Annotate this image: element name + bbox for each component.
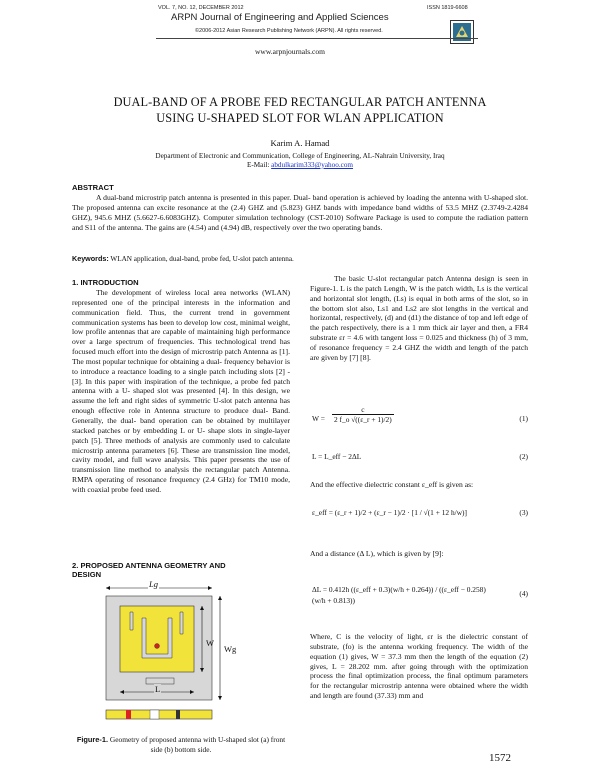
equation-3 (310, 500, 528, 536)
results-paragraph: Where, C is the velocity of light, εr is the dielectric constant of substrate, (fo) is the antenna working frequency. The width of the equation (1) gives, W = 37.3 mm then the length of the equation (2) gives, L = 28.202 mm. after going through with the optimization process the final optimization process, the final optimum parameters for the rectangular microstrip antenna were obtained where the width and length are found (37.33) mm and (310, 632, 528, 701)
author-name: Karim A. Hamad (270, 138, 330, 148)
paper-title-line-1: DUAL-BAND OF A PROBE FED RECTANGULAR PATCH ANTENNA (113, 95, 487, 109)
label-w: W (206, 638, 215, 648)
intro-heading: 1. INTRODUCTION (72, 278, 139, 287)
email-label: E-Mail: (246, 161, 270, 169)
intro-text: The development of wireless local area networks (WLAN) represented one of the principal interests in the information and communication field. Thus, the current trend in government communication systems has been to develop low cost, minimal weight, low profile antennas that are capable of maintaining high performance over a large spectrum of frequencies. This technological trend has focused much effort into the design of microstrip patch Antenna as [1]. The most popular technique for obtaining a dual- frequency behavior is to introduce a reactance loading to a single patch including slots [2] - [3]. In this paper with inspiration of the technique, a probe fed patch antenna with a U- shaped slot was presented [4]. In this design, we assume the left and right sides of symmetric U-slot patch antenna has enough effective role in Antenna structure to produce dual- Band. Generally, the dual- band operation can be obtained by multilayer stacked patches or by embedding L or U- shape slots in single-layer patch [5]. Three methods of analysis are commonly used to calculate microstrip antenna parameters [6]. These are transmission line model, cavity model, and full wave analysis. This paper presents the use of transmission line method to analysis the rectangular patch Antenna. RMPA operating of resonance frequency (2.4 GHz) for TM10 mode, with coaxial probe feed used. (72, 288, 290, 494)
design-paragraph: The basic U-slot rectangular patch Antenna design is seen in Figure-1. L is the patch Length, W is the patch width, Ls is the vertical and horizontal slot length, (Ls) is equal in both arms of the slot, so in the bottom slot also, Ls1 and Ls2 are slot lengths in the vertical and horizontal, respectively, (d) and (d1) the distance of top and left edge of the patch respectively, there is a 1 mm thick air layer and then, a FR4 substrate εr = 4.6 with tangent loss = 0.025 and thickness (h) of 3 mm, of resonance frequency = 2.4 GHZ the width and length of the patch are given by [7] [8]. (310, 274, 528, 362)
delta-l-text: And a distance (Δ L), which is given by [9]: (310, 549, 444, 558)
eq3-number: (3) (519, 508, 528, 517)
paper-title-line-2: USING U-SHAPED SLOT FOR WLAN APPLICATION (156, 111, 444, 125)
header-rule (156, 38, 478, 39)
eq1-lhs: W = (312, 414, 325, 423)
eq2-number: (2) (519, 452, 528, 461)
keywords-line (72, 254, 528, 263)
label-l: L (155, 684, 161, 694)
issn: ISSN 1819-6608 (427, 5, 468, 11)
section-2-heading-line-2: DESIGN (72, 570, 102, 579)
figure-1 (90, 579, 275, 732)
section-2-heading-line-1: 2. PROPOSED ANTENNA GEOMETRY AND (72, 561, 226, 570)
copyright-line: ©2006-2012 Asian Research Publishing Network (ARPN). All rights reserved. (195, 28, 383, 34)
eq1-numerator: c (332, 405, 394, 415)
journal-name: ARPN Journal of Engineering and Applied Sciences (171, 12, 389, 23)
affiliation: Department of Electronic and Communication, College of Engineering, AL-Nahrain University, Iraq (155, 152, 445, 160)
label-lg: Lg (149, 579, 158, 589)
equation-4 (310, 570, 528, 622)
email-line (0, 161, 600, 169)
abstract-heading: ABSTRACT (72, 183, 114, 192)
effective-constant-text: And the effective dielectric constant ε_eff is given as: (310, 480, 474, 489)
figure-caption-label: Figure-1. (76, 735, 109, 744)
keywords-text: WLAN application, dual-band, probe fed, U-slot patch antenna. (110, 255, 294, 263)
eq1-denominator: 2 f_o √((ε_r + 1)/2) (334, 415, 392, 424)
label-wg: Wg (224, 644, 237, 654)
page-number: 1572 (489, 752, 511, 764)
eq2-expression: L = L_eff − 2ΔL (312, 452, 362, 461)
figure-caption-text: Geometry of proposed antenna with U-shaped slot (a) front side (b) bottom side. (109, 735, 286, 754)
eq1-number: (1) (519, 414, 528, 423)
journal-url: www.arpnjournals.com (255, 47, 325, 56)
email-link[interactable]: abdulkarim333@yahoo.com (271, 161, 354, 169)
eq3-expression: ε_eff = (ε_r + 1)/2 + (ε_r − 1)/2 · [1 / √(1 + 12 h/w)] (312, 508, 467, 517)
eq4-number: (4) (519, 589, 528, 598)
equation-2 (310, 452, 528, 464)
keywords-label: Keywords: (72, 254, 109, 263)
arpn-logo (450, 20, 474, 44)
eq4-expression: ΔL = 0.412h ((ε_eff + 0.3)(w/h + 0.264)) / ((ε_eff − 0.258)(w/h + 0.813)) (312, 585, 486, 605)
abstract-text: A dual-band microstrip patch antenna is presented in this paper. Dual- band operation is achieved by loading the antenna with U-shaped slot. The proposed antenna can excite resonance at the (2.4) GHZ and (5.823) GHZ bands with impedance band widths of 53.5 MHZ (2.3749-2.4284 GHZ), 945.6 MHZ (5.6627-6.6083GHZ). Computer simulation technology (CST-2010) Software Package is used to compute the radiation pattern and S11 of the antenna. The gains are (4.54) and (4.94) dB, respectively over the two operating bands. (72, 193, 528, 232)
equation-1 (310, 405, 528, 435)
volume-line: VOL. 7, NO. 12, DECEMBER 2012 (158, 5, 244, 11)
figure-1-caption (72, 735, 290, 754)
